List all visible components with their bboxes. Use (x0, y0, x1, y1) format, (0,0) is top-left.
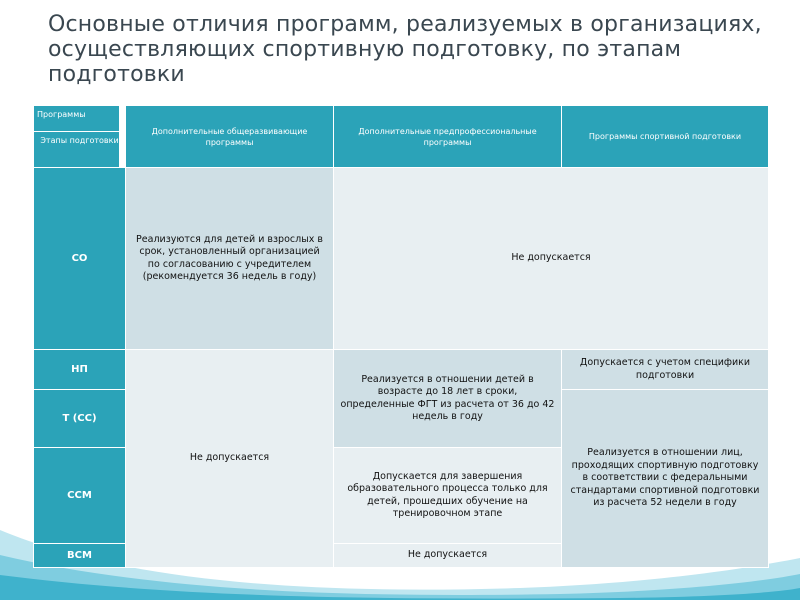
cell-preprof-np-t: Реализуется в отношении детей в возрасте до 18 лет в сроки, определенные ФГТ из расчета от 36 до 42 недель в году (334, 350, 562, 448)
corner-header-cell (34, 106, 126, 168)
stage-t-ss: Т (СС) (34, 390, 126, 448)
cell-general-not-allowed: Не допускается (126, 350, 334, 568)
cell-preprof-vsm: Не допускается (334, 544, 562, 568)
cell-sport-rest: Реализуется в отношении лиц, проходящих спортивную подготовку в соответствии с федеральными стандартами спортивной подготовки из расчета 52 недели в году (562, 390, 769, 568)
stages-label: Этапы подготовки (34, 131, 125, 166)
stage-ssm: ССМ (34, 448, 126, 544)
corner-divider (119, 106, 125, 167)
cell-so-general: Реализуются для детей и взрослых в срок, установленный организацией по согласованию с учредителем (рекомендуется 36 недель в году) (126, 168, 334, 350)
stage-so: СО (34, 168, 126, 350)
column-header-general: Дополнительные общеразвивающие программы (126, 106, 334, 168)
stage-np: НП (34, 350, 126, 390)
programs-label: Программы (37, 110, 86, 119)
stage-vsm: ВСМ (34, 544, 126, 568)
column-header-preprofessional: Дополнительные предпрофессиональные программы (334, 106, 562, 168)
cell-preprof-ssm: Допускается для завершения образовательного процесса только для детей, прошедших обучение на тренировочном этапе (334, 448, 562, 544)
slide-title: Основные отличия программ, реализуемых в организациях, осуществляющих спортивную подготовку, по этапам подготовки (48, 12, 762, 87)
cell-sport-np: Допускается с учетом специфики подготовки (562, 350, 769, 390)
comparison-table (33, 105, 769, 568)
column-header-sport: Программы спортивной подготовки (562, 106, 769, 168)
cell-so-not-allowed: Не допускается (334, 168, 769, 350)
